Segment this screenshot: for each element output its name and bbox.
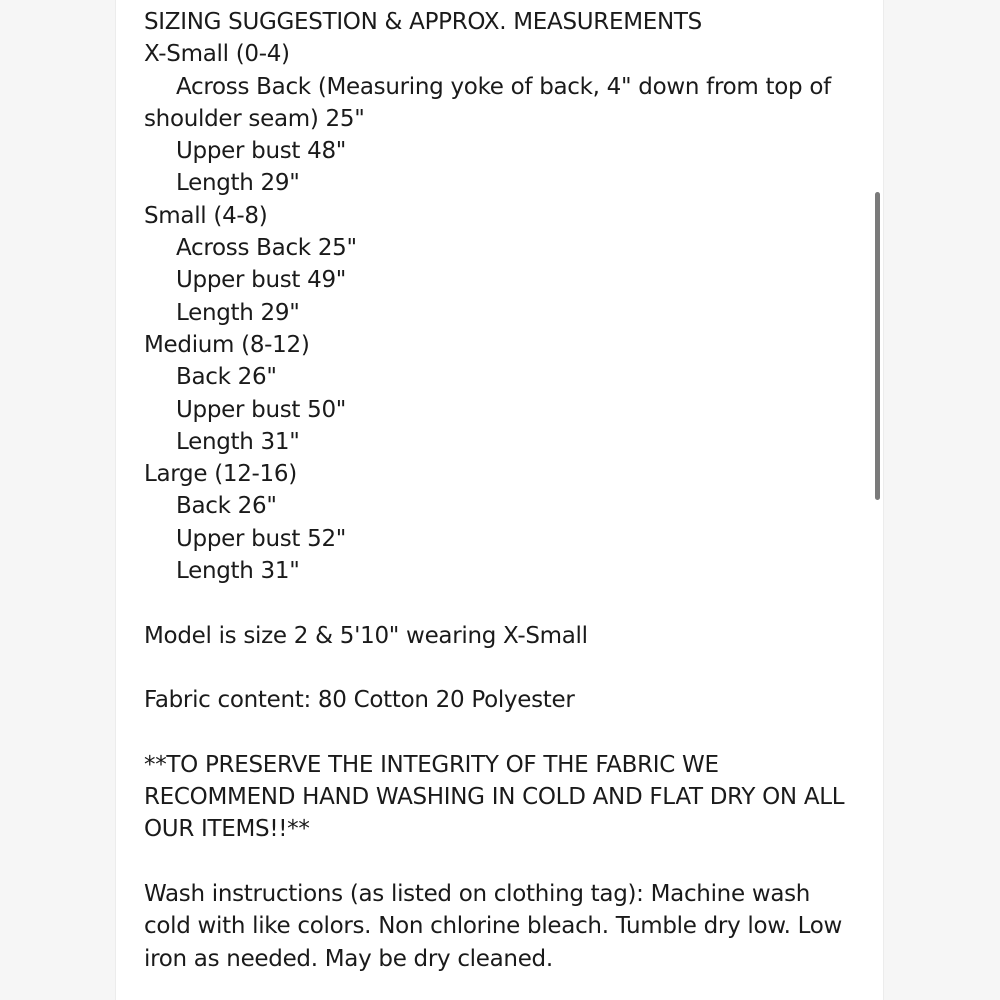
- large-length: Length 31": [176, 558, 300, 585]
- xsmall-length: Length 29": [176, 170, 300, 197]
- size-name-medium: Medium (8-12): [144, 331, 310, 358]
- spacer: [144, 846, 856, 878]
- care-notice: **TO PRESERVE THE INTEGRITY OF THE FABRIC WE RECOMMEND HAND WASHING IN COLD AND FLAT DRY ON ALL OUR ITEMS!!**: [144, 751, 845, 843]
- model-info: Model is size 2 & 5'10" wearing X-Small: [144, 622, 588, 649]
- sizing-heading: SIZING SUGGESTION & APPROX. MEASUREMENTS: [144, 9, 702, 35]
- small-length: Length 29": [176, 299, 300, 326]
- medium-length: Length 31": [176, 428, 300, 455]
- vertical-scrollbar[interactable]: [875, 192, 880, 500]
- medium-upper-bust: Upper bust 50": [176, 396, 347, 423]
- wash-instructions: Wash instructions (as listed on clothing tag): Machine wash cold with like colors. Non chlorine bleach. Tumble dry low. Low iron as needed. May be dry cleaned.: [144, 881, 843, 972]
- large-upper-bust: Upper bust 52": [176, 525, 347, 552]
- xsmall-across-back: Across Back (Measuring yoke of back, 4" down from top of shoulder seam) 25": [144, 73, 831, 132]
- size-name-xsmall: X-Small (0-4): [144, 41, 290, 68]
- size-name-small: Small (4-8): [144, 202, 268, 229]
- small-upper-bust: Upper bust 49": [176, 267, 347, 294]
- small-across-back: Across Back 25": [176, 235, 357, 262]
- xsmall-upper-bust: Upper bust 48": [176, 138, 347, 165]
- spacer: [144, 717, 856, 749]
- large-back: Back 26": [176, 493, 277, 520]
- fabric-content: Fabric content: 80 Cotton 20 Polyester: [144, 687, 575, 714]
- spacer: [144, 587, 856, 619]
- medium-back: Back 26": [176, 364, 277, 391]
- spacer: [144, 652, 856, 684]
- size-name-large: Large (12-16): [144, 461, 297, 488]
- description-text: [144, 6, 856, 975]
- product-description-panel: [116, 0, 883, 1000]
